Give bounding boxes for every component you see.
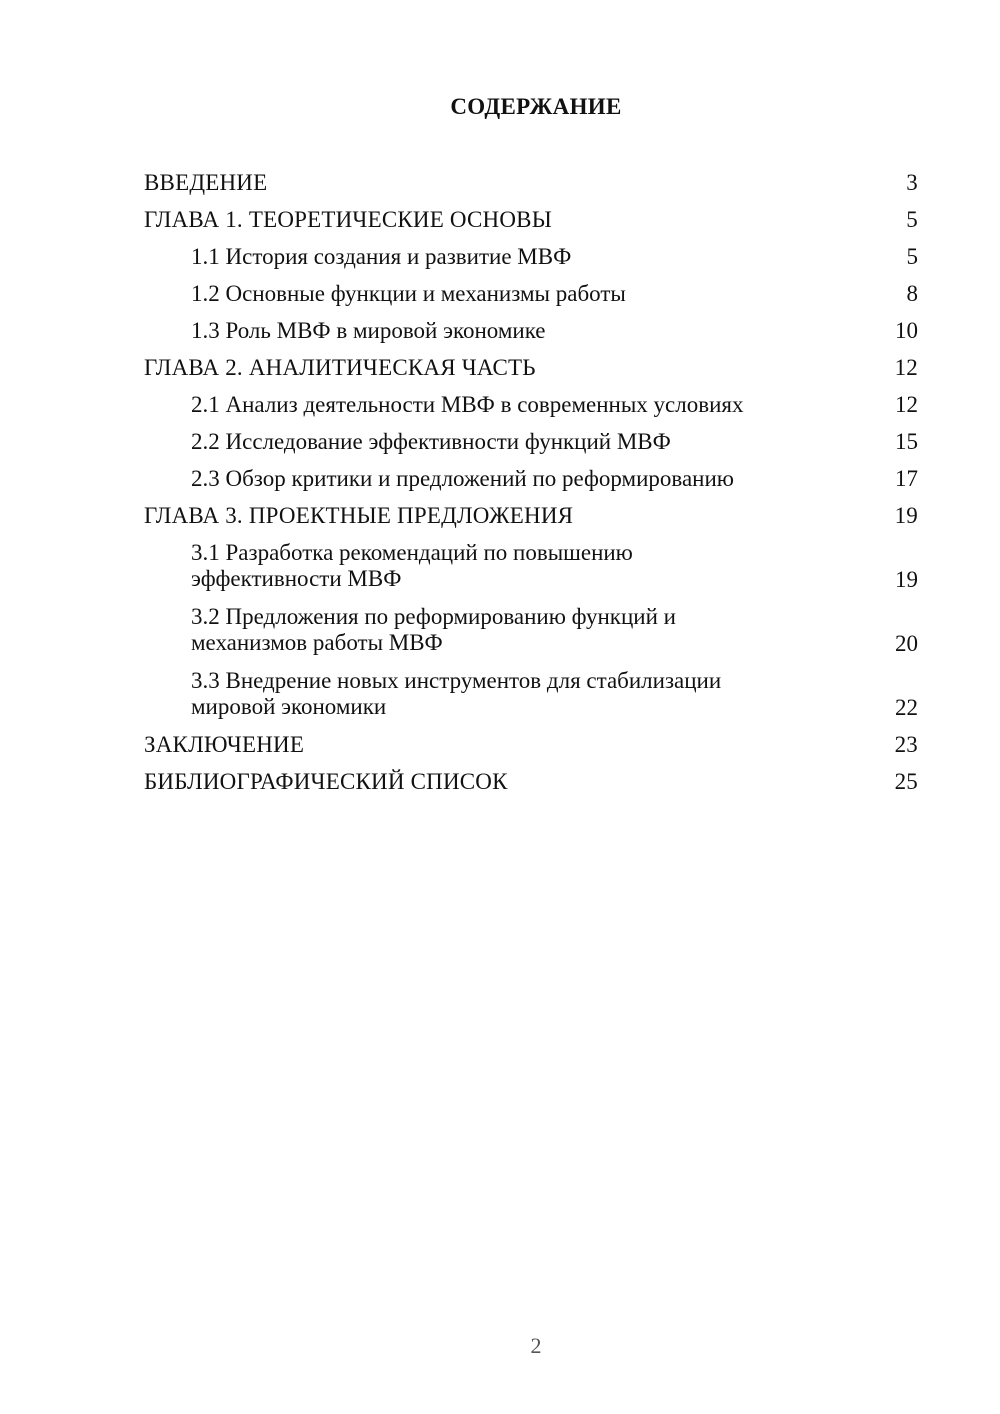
toc-entry-page: 20 [895, 631, 918, 656]
toc-entry-page: 19 [895, 567, 918, 592]
toc-entry-page: 10 [895, 318, 918, 343]
toc-entry-section-3-3[interactable] [144, 668, 918, 732]
toc-entry-page: 17 [895, 466, 918, 491]
toc-entry-page: 15 [895, 429, 918, 454]
toc-entry-section-1-1[interactable] [144, 244, 918, 281]
toc-entry-page: 22 [895, 695, 918, 720]
toc-entry-chapter-1[interactable] [144, 207, 918, 244]
toc-entry-section-1-3[interactable] [144, 318, 918, 355]
toc-entry-label: ГЛАВА 3. ПРОЕКТНЫЕ ПРЕДЛОЖЕНИЯ [144, 503, 574, 528]
toc-entry-label: ГЛАВА 1. ТЕОРЕТИЧЕСКИЕ ОСНОВЫ [144, 207, 552, 232]
toc-entry-page: 8 [906, 281, 918, 306]
toc-entry-label: 1.2 Основные функции и механизмы работы [191, 281, 626, 306]
toc-entry-label: 1.1 История создания и развитие МВФ [191, 244, 572, 269]
toc-entry-section-3-1[interactable] [144, 540, 918, 604]
toc-entry-page: 25 [894, 769, 918, 794]
toc-entry-label: ГЛАВА 2. АНАЛИТИЧЕСКАЯ ЧАСТЬ [144, 355, 536, 380]
toc-entry-label: БИБЛИОГРАФИЧЕСКИЙ СПИСОК [144, 769, 508, 794]
toc-entry-section-1-2[interactable] [144, 281, 918, 318]
page-title: СОДЕРЖАНИЕ [450, 94, 622, 119]
toc-entry-section-2-3[interactable] [144, 466, 918, 503]
toc-entry-label: 3.1 Разработка рекомендаций по повышению эффективности МВФ [191, 540, 633, 591]
toc-entry-label: 3.2 Предложения по реформированию функций и механизмов работы МВФ [191, 604, 676, 655]
toc-entry-page: 5 [906, 244, 918, 269]
toc-entry-label: ЗАКЛЮЧЕНИЕ [144, 732, 305, 757]
toc-entry-section-3-2[interactable] [144, 604, 918, 668]
toc-entry-introduction[interactable] [144, 170, 918, 207]
toc-entry-section-2-2[interactable] [144, 429, 918, 466]
toc-entry-page: 19 [894, 503, 918, 528]
toc-entry-label: 2.2 Исследование эффективности функций МВФ [191, 429, 671, 454]
toc-entry-label: 1.3 Роль МВФ в мировой экономике [191, 318, 546, 343]
toc-entry-page: 3 [906, 170, 918, 195]
toc-entry-bibliography[interactable] [144, 769, 918, 806]
toc-entry-conclusion[interactable] [144, 732, 918, 769]
toc-entry-page: 12 [895, 392, 918, 417]
toc-entry-label: 2.3 Обзор критики и предложений по реформированию [191, 466, 734, 491]
toc-entry-label: ВВЕДЕНИЕ [144, 170, 268, 195]
toc-entry-page: 23 [894, 732, 918, 757]
toc-entry-section-2-1[interactable] [144, 392, 918, 429]
toc-entry-page: 5 [906, 207, 918, 232]
toc-entry-chapter-2[interactable] [144, 355, 918, 392]
toc-entry-chapter-3[interactable] [144, 503, 918, 540]
toc-entry-page: 12 [894, 355, 918, 380]
toc-entry-label: 2.1 Анализ деятельности МВФ в современных условиях [191, 392, 744, 417]
table-of-contents [144, 170, 918, 806]
page-number: 2 [530, 1333, 542, 1358]
toc-entry-label: 3.3 Внедрение новых инструментов для стабилизации мировой экономики [191, 668, 722, 719]
